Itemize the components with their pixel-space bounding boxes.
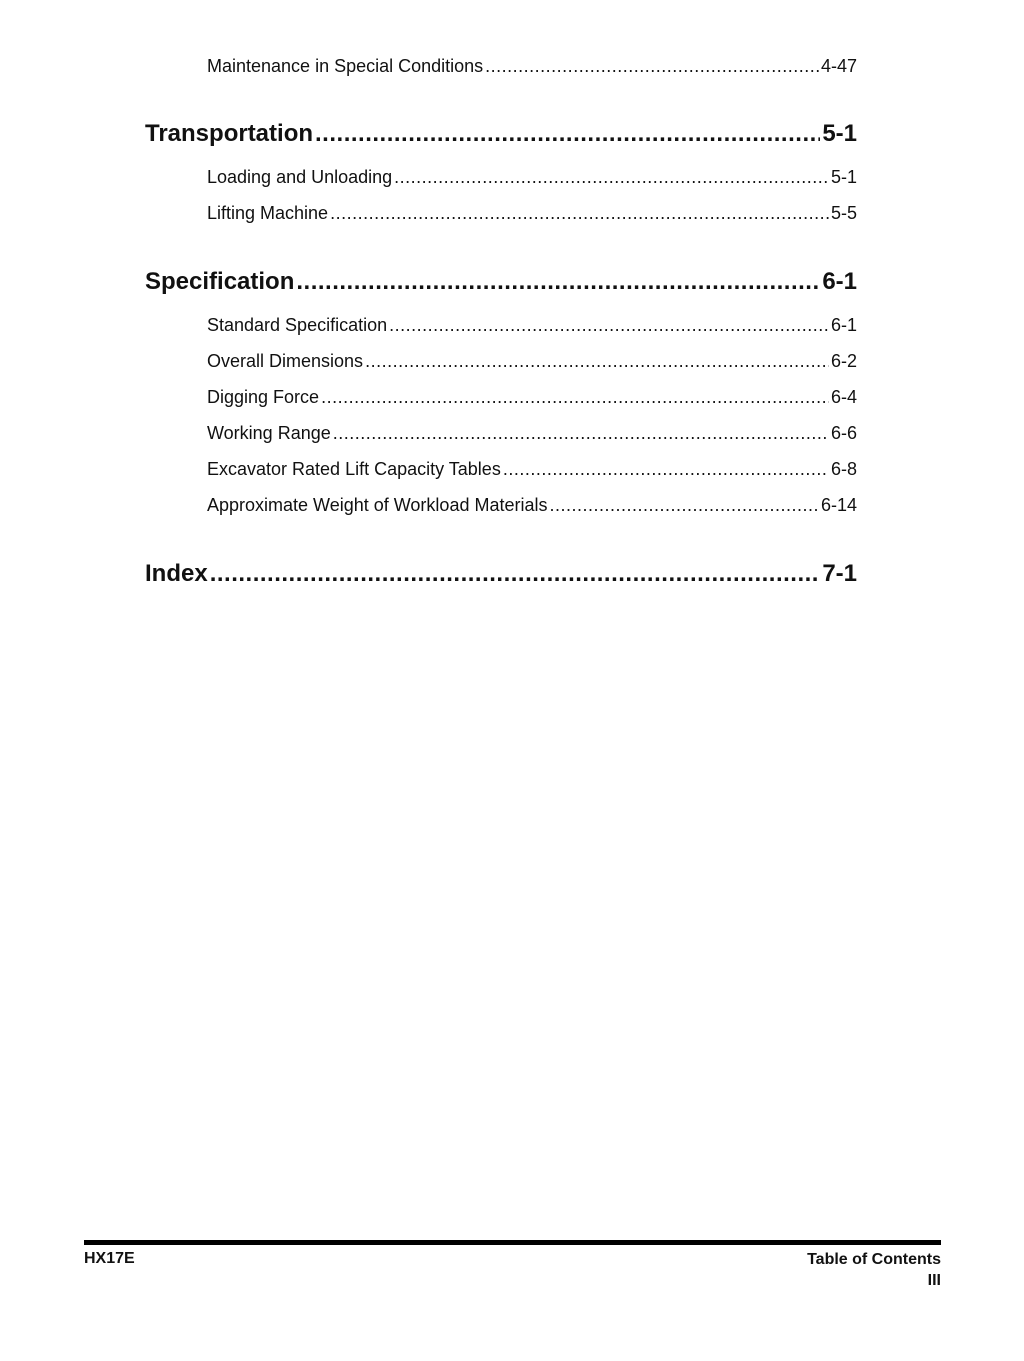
dot-leader <box>394 165 829 189</box>
dot-leader <box>333 421 829 445</box>
toc-entry-page: 6-14 <box>820 495 857 515</box>
footer-right <box>807 1249 941 1291</box>
toc-chapter-page: 6-1 <box>822 268 857 295</box>
toc-entry-label: Loading and Unloading <box>207 167 393 187</box>
toc-chapter[interactable] <box>145 266 857 298</box>
dot-leader <box>321 385 829 409</box>
toc-entry[interactable] <box>207 313 857 337</box>
toc-entry-page: 6-6 <box>830 423 857 443</box>
toc-chapter[interactable] <box>145 118 857 150</box>
toc-entry[interactable] <box>207 201 857 225</box>
toc-entry[interactable] <box>207 457 857 481</box>
toc-entry-page: 6-2 <box>830 351 857 371</box>
toc-entry-label: Working Range <box>207 423 331 443</box>
footer-page-number: III <box>927 1272 941 1289</box>
toc-entry[interactable] <box>207 421 857 445</box>
dot-leader <box>365 349 829 373</box>
toc-entry-page: 4-47 <box>820 56 857 76</box>
footer-model: HX17E <box>84 1250 135 1267</box>
toc-chapter-title: Index <box>145 560 208 587</box>
dot-leader <box>315 118 820 150</box>
toc-entry-page: 6-4 <box>830 387 857 407</box>
toc-entry[interactable] <box>207 349 857 373</box>
toc-entry-label: Overall Dimensions <box>207 351 364 371</box>
dot-leader <box>503 457 829 481</box>
toc-entry-page: 6-8 <box>830 459 857 479</box>
dot-leader <box>549 493 818 517</box>
toc-entry-label: Approximate Weight of Workload Materials <box>207 495 548 515</box>
footer-section-title: Table of Contents <box>807 1251 941 1268</box>
dot-leader <box>296 266 820 298</box>
toc-chapter-page: 7-1 <box>822 560 857 587</box>
toc-entry[interactable] <box>207 54 857 78</box>
toc-chapter[interactable] <box>145 558 857 590</box>
dot-leader <box>485 54 819 78</box>
toc-entry[interactable] <box>207 385 857 409</box>
dot-leader <box>330 201 829 225</box>
toc-chapter-title: Specification <box>145 268 295 295</box>
toc-entry-label: Digging Force <box>207 387 320 407</box>
dot-leader <box>210 558 821 590</box>
toc-entry-label: Maintenance in Special Conditions <box>207 56 484 76</box>
toc-entry-page: 5-5 <box>830 203 857 223</box>
toc-entry-label: Standard Specification <box>207 315 388 335</box>
toc-entry[interactable] <box>207 165 857 189</box>
dot-leader <box>389 313 829 337</box>
toc-entry-page: 5-1 <box>830 167 857 187</box>
toc-entry-label: Excavator Rated Lift Capacity Tables <box>207 459 501 479</box>
toc-chapter-page: 5-1 <box>822 120 857 147</box>
toc-entry-label: Lifting Machine <box>207 203 329 223</box>
toc-entry[interactable] <box>207 493 857 517</box>
footer-rule <box>84 1240 941 1245</box>
toc-entry-page: 6-1 <box>830 315 857 335</box>
toc-chapter-title: Transportation <box>145 120 314 147</box>
